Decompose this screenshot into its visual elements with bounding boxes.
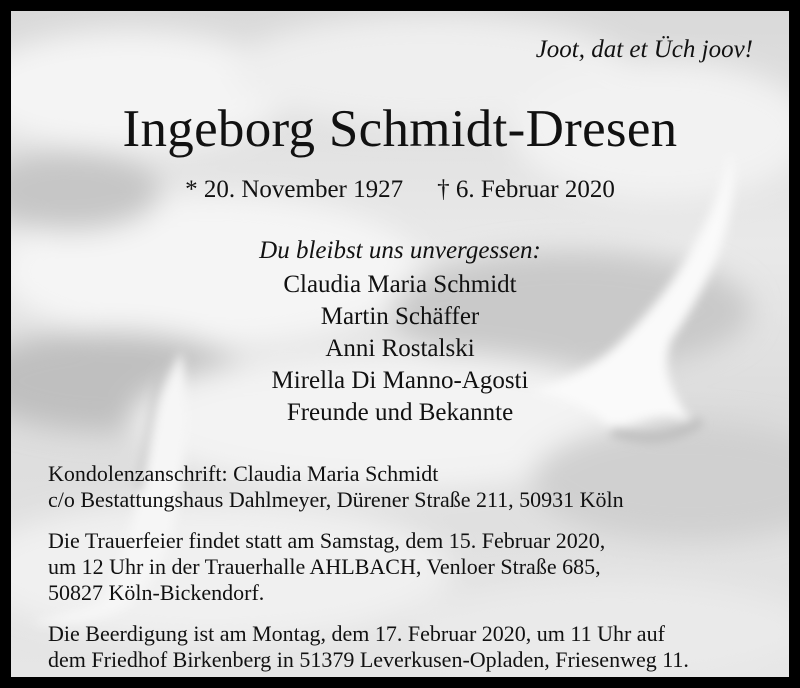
death-date: † 6. Februar 2020 xyxy=(437,176,615,203)
ceremony-line: Die Trauerfeier findet statt am Samstag, dem 15. Februar 2020, xyxy=(48,528,606,553)
condolence-line: Kondolenzanschrift: Claudia Maria Schmidt xyxy=(48,461,439,486)
burial-line: Die Beerdigung ist am Montag, dem 17. Februar 2020, um 11 Uhr auf xyxy=(48,621,665,646)
mourners-list xyxy=(11,269,789,429)
burial-line: dem Friedhof Birkenberg in 51379 Leverkusen-Opladen, Friesenweg 11. xyxy=(48,647,689,672)
remembrance-line: Du bleibst uns unvergessen: xyxy=(259,237,541,264)
deceased-name: Ingeborg Schmidt-Dresen xyxy=(122,100,678,158)
condolence-line: c/o Bestattungshaus Dahlmeyer, Dürener Straße 211, 50931 Köln xyxy=(48,487,624,512)
motto: Joot, dat et Üch joov! xyxy=(535,36,753,63)
condolence-address xyxy=(48,461,768,513)
ceremony-line: 50827 Köln-Bickendorf. xyxy=(48,580,265,605)
life-dates xyxy=(11,176,789,204)
ceremony-line: um 12 Uhr in der Trauerhalle AHLBACH, Venloer Straße 685, xyxy=(48,554,601,579)
funeral-ceremony-info xyxy=(48,528,768,606)
mourner-name: Mirella Di Manno-Agosti xyxy=(271,367,529,394)
birth-date: * 20. November 1927 xyxy=(185,176,404,203)
mourner-name: Martin Schäffer xyxy=(320,303,480,330)
mourner-name: Claudia Maria Schmidt xyxy=(283,271,517,298)
mourner-name: Freunde und Bekannte xyxy=(286,399,514,426)
mourner-name: Anni Rostalski xyxy=(325,335,475,362)
burial-info xyxy=(48,621,768,673)
